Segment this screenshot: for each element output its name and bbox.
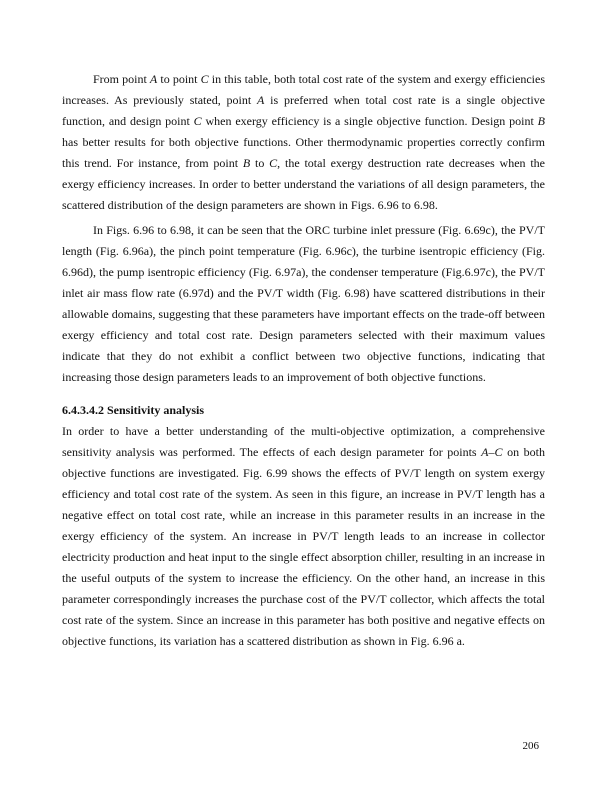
text-run: when exergy efficiency is a single objective function. Design point [201,114,538,128]
paragraph-pareto-points-discussion [62,69,545,216]
text-run: is preferred when total cost rate is a single objective function, and design point [62,93,546,128]
italic-variable: B [242,156,251,170]
text-run: has better results for both objective functions. Other thermodynamic properties correctly confirm this trend. For instance, from point [62,135,545,170]
text-run: in this table, both total cost rate of the system and exergy efficiencies increases. As previously stated, point [62,72,546,107]
text-run: From point [93,72,150,86]
text-run: to point [157,72,201,86]
text-run: In order to have a better understanding of the multi-objective optimization, a comprehensive sensitivity analysis was performed. The effects of each design parameter for points [62,424,545,459]
text-run: , the total exergy destruction rate decreases when the exergy efficiency increases. In order to better understand the variations of all design parameters, the scattered distribution of the design parameters are shown in Figs. 6.96 to 6.98. [62,156,545,212]
paragraph-sensitivity-analysis [62,421,545,652]
page-number: 206 [522,740,539,752]
text-run: In Figs. 6.96 to 6.98, it can be seen that the ORC turbine inlet pressure (Fig. 6.69c), the PV/T length (Fig. 6.96a), the pinch point temperature (Fig. 6.96c), the turbine isentropic efficiency (Fig. 6.96d), the pump isentropic efficiency (Fig. 6.97a), the condenser temperature (Fig.6.97c), the PV/T inlet air mass flow rate (6.97d) and the PV/T width (Fig. 6.98) have scattered distributions in their allowable domains, suggesting that these parameters have important effects on the trade-off between exergy efficiency and total cost rate. Design parameters selected with their maximum values indicate that they do not exhibit a conflict between two objective functions, indicating that increasing those design parameters leads to an improvement of both objective functions. [62,223,545,384]
paragraph-scattered-distributions [62,220,545,388]
italic-variable: C [494,445,503,459]
page-body [62,69,545,656]
italic-variable: C [193,114,202,128]
italic-variable: A [257,93,265,107]
italic-variable: A [481,445,489,459]
italic-variable: C [200,72,209,86]
italic-variable: C [269,156,278,170]
italic-variable: B [537,114,545,128]
text-run: on both objective functions are investigated. Fig. 6.99 shows the effects of PV/T length on system exergy efficiency and total cost rate of the system. As seen in this figure, an increase in PV/T length has a negative effect on total cost rate, while an increase in this parameter results in an increase in the exergy efficiency of the system. An increase in PV/T length leads to an increase in collector electricity production and heat input to the single effect absorption chiller, resulting in an increase in the useful outputs of the system to increase the efficiency. On the other hand, an increase in this parameter correspondingly increases the purchase cost of the PV/T collector, which affects the total cost rate of the system. Since an increase in this parameter has both positive and negative effects on objective functions, its variation has a scattered distribution as shown in Fig. 6.96 a. [62,445,545,648]
section-heading: 6.4.3.4.2 Sensitivity analysis [62,403,205,417]
italic-variable: A [149,72,158,86]
text-run: to [250,156,270,170]
text-run: – [488,445,495,459]
